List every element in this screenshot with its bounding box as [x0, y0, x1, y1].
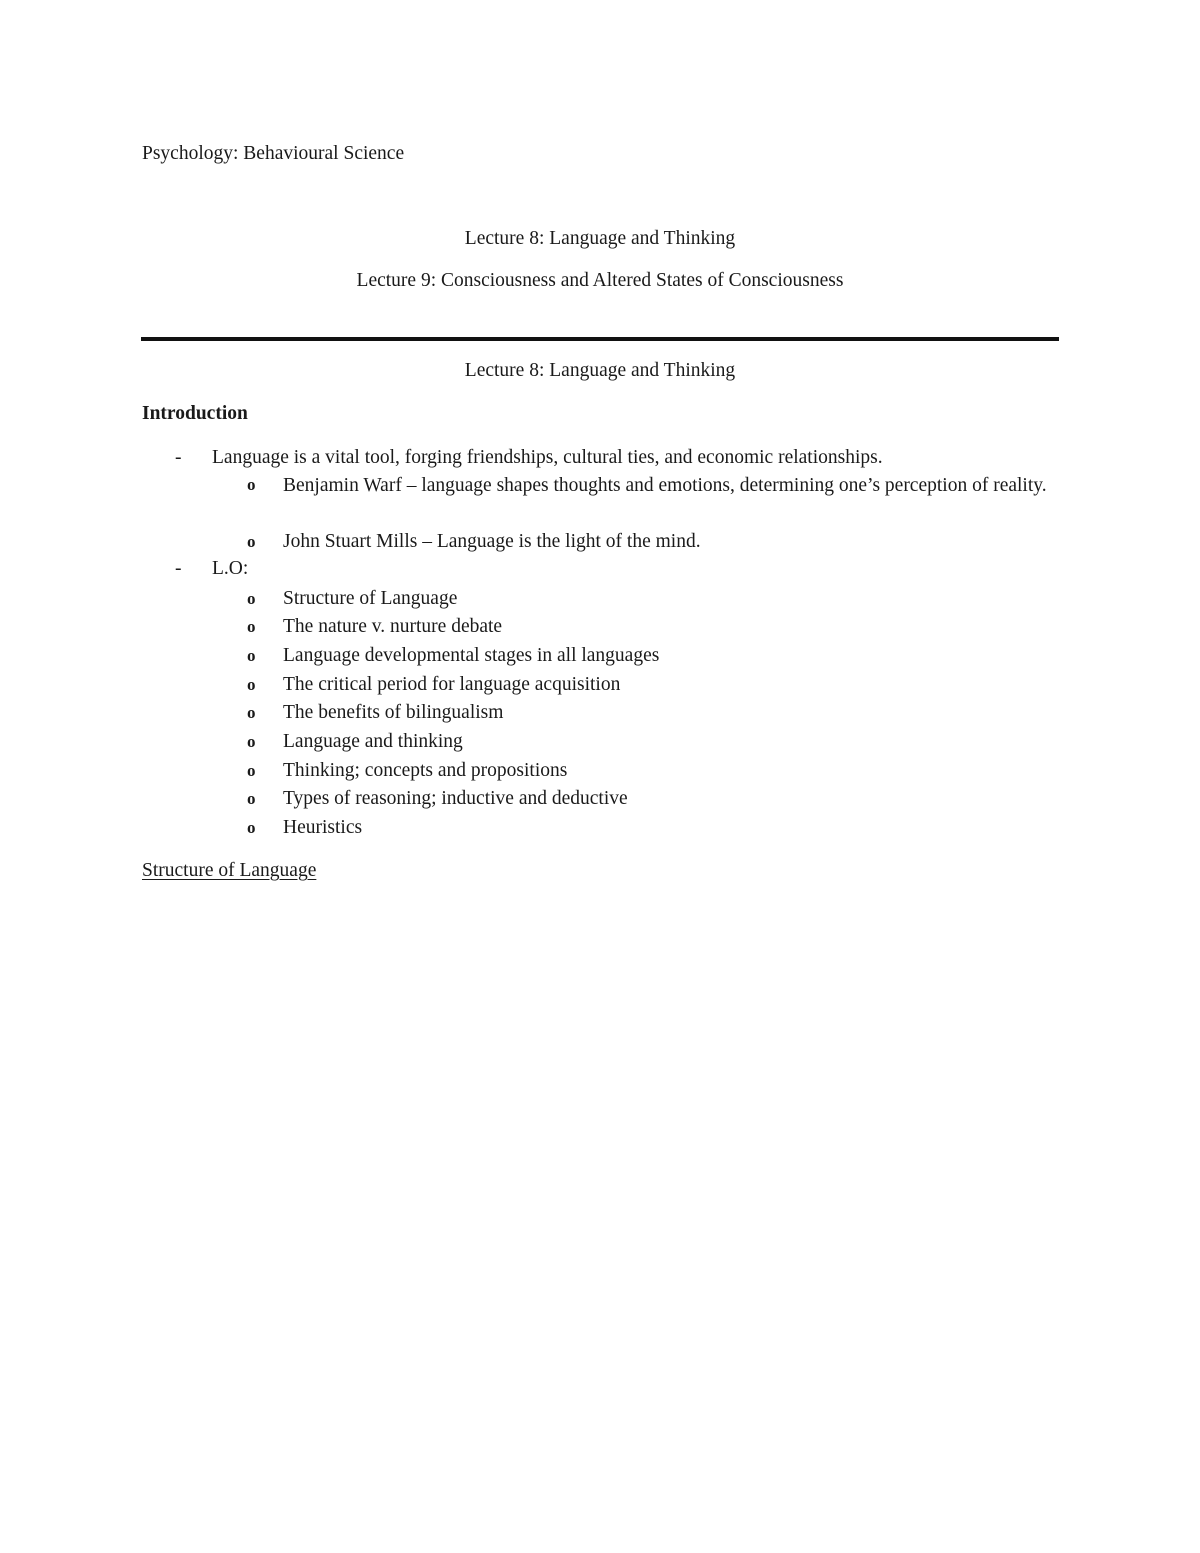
list-subitem: The critical period for language acquisition: [283, 674, 621, 695]
list-subitem: The benefits of bilingualism: [283, 702, 504, 723]
list-item: L.O:: [212, 558, 249, 579]
circle-bullet: o: [247, 646, 256, 665]
list-item: Language is a vital tool, forging friendships, cultural ties, and economic relationships.: [212, 447, 883, 468]
contents-entry-lecture-8: Lecture 8: Language and Thinking: [464, 228, 736, 249]
circle-bullet: o: [247, 617, 256, 636]
list-subitem: Language and thinking: [283, 731, 463, 752]
circle-bullet: o: [247, 761, 256, 780]
list-subitem: The nature v. nurture debate: [283, 616, 503, 637]
circle-bullet: o: [247, 703, 256, 722]
list-subitem: Language developmental stages in all languages: [283, 645, 660, 666]
list-subitem: Heuristics: [283, 817, 363, 838]
lecture-heading: Lecture 8: Language and Thinking: [464, 360, 736, 381]
list-subitem: Structure of Language: [283, 588, 458, 609]
list-subitem: Types of reasoning; inductive and deductive: [283, 788, 628, 809]
circle-bullet: o: [247, 532, 256, 551]
circle-bullet: o: [247, 818, 256, 837]
dash-bullet: -: [175, 447, 182, 468]
list-subitem: Benjamin Warf – language shapes thoughts and emotions, determining one’s perception of reality.: [283, 475, 1047, 496]
circle-bullet: o: [247, 589, 256, 608]
course-title: Psychology: Behavioural Science: [142, 143, 405, 164]
section-heading-structure-of-language: Structure of Language: [142, 860, 317, 881]
contents-entry-lecture-9: Lecture 9: Consciousness and Altered States of Consciousness: [356, 270, 844, 291]
circle-bullet: o: [247, 789, 256, 808]
list-subitem: Thinking; concepts and propositions: [283, 760, 568, 781]
introduction-heading: Introduction: [142, 403, 248, 424]
dash-bullet: -: [175, 558, 182, 579]
horizontal-divider: [141, 337, 1059, 341]
list-subitem: John Stuart Mills – Language is the light of the mind.: [283, 531, 701, 552]
circle-bullet: o: [247, 475, 256, 494]
circle-bullet: o: [247, 675, 256, 694]
circle-bullet: o: [247, 732, 256, 751]
